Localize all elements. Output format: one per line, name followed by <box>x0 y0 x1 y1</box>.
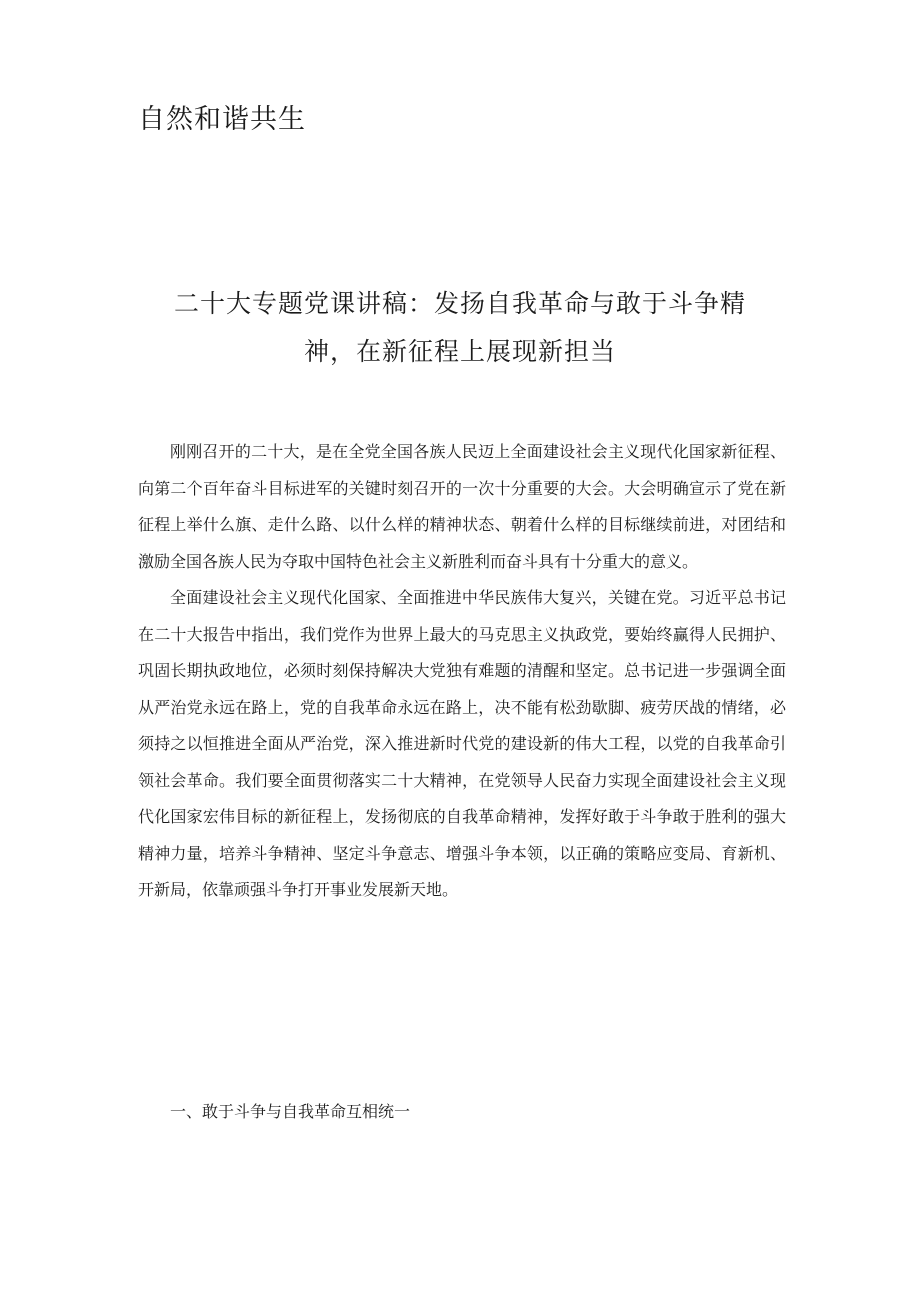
title-line-2: 神，在新征程上展现新担当 <box>303 337 616 366</box>
title-line-1: 二十大专题党课讲稿：发扬自我革命与敢于斗争精 <box>173 289 746 318</box>
paragraph-2: 全面建设社会主义现代化国家、全面推进中华民族伟大复兴，关键在党。习近平总书记在二十大报告中指出，我们党作为世界上最大的马克思主义执政党，要始终赢得人民拥护、巩固长期执政地位，必须时刻保持解决大党独有难题的清醒和坚定。总书记进一步强调全面从严治党永远在路上，党的自我革命永远在路上，决不能有松劲歇脚、疲劳厌战的情绪，必须持之以恒推进全面从严治党，深入推进新时代党的建设新的伟大工程，以党的自我革命引领社会革命。我们要全面贯彻落实二十大精神，在党领导人民奋力实现全面建设社会主义现代化国家宏伟目标的新征程上，发扬彻底的自我革命精神，发挥好敢于斗争敢于胜利的强大精神力量，培养斗争精神、坚定斗争意志、增强斗争本领，以正确的策略应变局、育新机、开新局，依靠顽强斗争打开事业发展新天地。 <box>138 588 786 899</box>
paragraph-1: 刚刚召开的二十大，是在全党全国各族人民迈上全面建设社会主义现代化国家新征程、向第二个百年奋斗目标进军的关键时刻召开的一次十分重要的大会。大会明确宣示了党在新征程上举什么旗、走什么路、以什么样的精神状态、朝着什么样的目标继续前进，对团结和激励全国各族人民为夺取中国特色社会主义新胜利而奋斗具有十分重大的意义。 <box>138 442 786 571</box>
header-note: 自然和谐共生 <box>138 104 306 135</box>
section-heading: 一、敢于斗争与自我革命互相统一 <box>170 1102 411 1121</box>
document-body <box>138 434 786 909</box>
document-title <box>130 280 790 376</box>
